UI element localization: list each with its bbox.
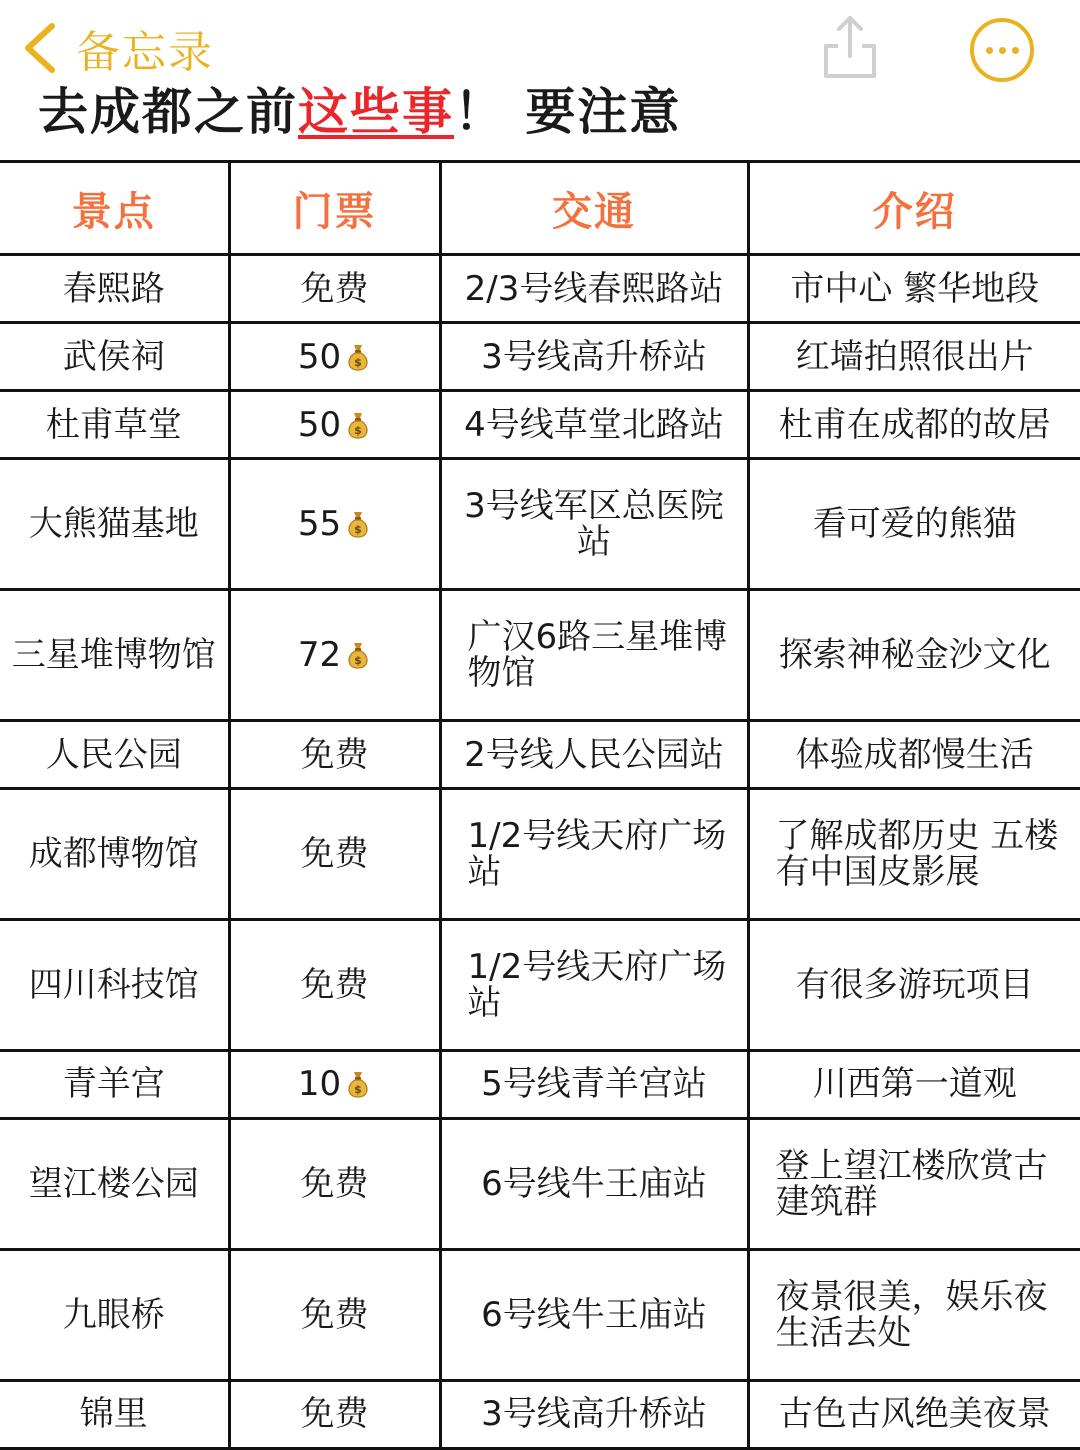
intro-text: 看可爱的熊猫 [812, 504, 1017, 545]
ticket-price: 72 [297, 635, 342, 676]
header-attraction: 景点 [0, 162, 229, 255]
ticket-price: 10 [297, 1064, 342, 1105]
transit-text: 广汉6路三星堆博物馆 [467, 617, 728, 694]
page-title [38, 82, 681, 142]
intro-cell [748, 391, 1080, 459]
table-row [0, 1380, 1080, 1448]
table-row [0, 459, 1080, 590]
money-bag-icon [345, 1069, 371, 1099]
ticket-cell [229, 1249, 440, 1380]
ticket-price: 免费 [300, 734, 369, 775]
money-bag-icon [345, 342, 371, 372]
table-header-row [0, 162, 1080, 255]
transit-text: 2号线人民公园站 [464, 734, 724, 775]
transit-cell [440, 590, 748, 721]
intro-cell [748, 1119, 1080, 1250]
table-row [0, 1119, 1080, 1250]
table-row [0, 1249, 1080, 1380]
attraction-name: 三星堆博物馆 [0, 590, 229, 721]
table-row [0, 323, 1080, 391]
intro-cell [748, 590, 1080, 721]
ticket-cell [229, 1380, 440, 1448]
more-icon-dot [1012, 47, 1019, 54]
intro-text: 有很多游玩项目 [795, 964, 1034, 1005]
intro-text: 红墙拍照很出片 [795, 336, 1034, 377]
money-bag-icon [345, 640, 371, 670]
intro-cell [748, 1050, 1080, 1118]
transit-text: 5号线青羊宫站 [481, 1064, 707, 1105]
ticket-price: 50 [297, 404, 342, 445]
svg-text:$: $ [354, 654, 362, 668]
transit-text: 1/2号线天府广场站 [467, 946, 727, 1023]
svg-text:$: $ [354, 423, 362, 437]
attraction-name: 锦里 [0, 1380, 229, 1448]
intro-text: 体验成都慢生活 [795, 734, 1034, 775]
transit-text: 3号线高升桥站 [481, 1394, 707, 1435]
title-prefix: 去成都之前 [38, 83, 298, 141]
ticket-price: 50 [297, 336, 342, 377]
chevron-left-icon [18, 20, 62, 76]
transit-text: 6号线牛王庙站 [481, 1163, 707, 1204]
ticket-cell [229, 255, 440, 323]
intro-cell [748, 255, 1080, 323]
transit-text: 6号线牛王庙站 [481, 1294, 707, 1335]
ticket-price: 免费 [300, 1294, 369, 1335]
attraction-name: 杜甫草堂 [0, 391, 229, 459]
ticket-cell [229, 920, 440, 1051]
share-icon [820, 12, 880, 82]
attraction-name: 武侯祠 [0, 323, 229, 391]
transit-cell [440, 391, 748, 459]
transit-cell [440, 1050, 748, 1118]
transit-cell [440, 323, 748, 391]
intro-text: 古色古风绝美夜景 [778, 1394, 1051, 1435]
intro-text: 杜甫在成都的故居 [778, 404, 1051, 445]
transit-text: 3号线军区总医院站 [464, 486, 724, 563]
more-icon [986, 47, 993, 54]
intro-cell [748, 323, 1080, 391]
intro-text: 夜景很美，娱乐夜生活去处 [775, 1276, 1048, 1353]
attraction-name: 九眼桥 [0, 1249, 229, 1380]
money-bag-icon [345, 509, 371, 539]
intro-text: 登上望江楼欣赏古建筑群 [775, 1145, 1048, 1222]
money-bag-icon [345, 410, 371, 440]
ticket-cell [229, 391, 440, 459]
svg-text:$: $ [354, 355, 362, 369]
table-row [0, 920, 1080, 1051]
intro-text: 市中心 繁华地段 [790, 268, 1040, 309]
ticket-cell [229, 323, 440, 391]
attraction-name: 大熊猫基地 [0, 459, 229, 590]
back-label: 备忘录 [76, 27, 214, 78]
table-row [0, 391, 1080, 459]
table-row [0, 1050, 1080, 1118]
transit-cell [440, 1380, 748, 1448]
intro-cell [748, 789, 1080, 920]
intro-cell [748, 721, 1080, 789]
transit-text: 1/2号线天府广场站 [467, 816, 727, 893]
table-row [0, 789, 1080, 920]
title-highlight: 这些事 [298, 83, 454, 141]
transit-cell [440, 1119, 748, 1250]
transit-cell [440, 1249, 748, 1380]
ticket-cell [229, 590, 440, 721]
attractions-table [0, 160, 1080, 1450]
top-bar [0, 0, 1080, 84]
ticket-cell [229, 1050, 440, 1118]
back-button[interactable] [18, 16, 214, 80]
intro-cell [748, 1249, 1080, 1380]
transit-cell [440, 920, 748, 1051]
ticket-price: 免费 [300, 1163, 369, 1204]
ticket-cell [229, 1119, 440, 1250]
table-row [0, 721, 1080, 789]
attraction-name: 人民公园 [0, 721, 229, 789]
intro-cell [748, 1380, 1080, 1448]
intro-cell [748, 920, 1080, 1051]
header-transit: 交通 [440, 162, 748, 255]
ticket-cell [229, 789, 440, 920]
title-suffix: ！ 要注意 [454, 83, 682, 141]
ticket-cell [229, 721, 440, 789]
more-icon-dot [999, 47, 1006, 54]
ticket-cell [229, 459, 440, 590]
transit-cell [440, 255, 748, 323]
header-intro: 介绍 [748, 162, 1080, 255]
attraction-name: 四川科技馆 [0, 920, 229, 1051]
transit-cell [440, 459, 748, 590]
svg-text:$: $ [354, 1083, 362, 1097]
attraction-name: 成都博物馆 [0, 789, 229, 920]
attraction-name: 春熙路 [0, 255, 229, 323]
intro-text: 川西第一道观 [812, 1064, 1017, 1105]
svg-text:$: $ [354, 523, 362, 537]
transit-cell [440, 789, 748, 920]
ticket-price: 免费 [300, 964, 369, 1005]
attraction-name: 望江楼公园 [0, 1119, 229, 1250]
intro-text: 了解成都历史 五楼有中国皮影展 [775, 816, 1059, 893]
more-options-button[interactable] [970, 18, 1034, 82]
attraction-name: 青羊宫 [0, 1050, 229, 1118]
intro-text: 探索神秘金沙文化 [778, 635, 1051, 676]
ticket-price: 免费 [300, 268, 369, 309]
header-ticket: 门票 [229, 162, 440, 255]
share-button[interactable] [820, 12, 880, 82]
ticket-price: 55 [297, 504, 342, 545]
transit-text: 3号线高升桥站 [481, 336, 707, 377]
transit-text: 2/3号线春熙路站 [464, 268, 724, 309]
transit-cell [440, 721, 748, 789]
intro-cell [748, 459, 1080, 590]
ticket-price: 免费 [300, 834, 369, 875]
transit-text: 4号线草堂北路站 [464, 404, 724, 445]
table-row [0, 590, 1080, 721]
ticket-price: 免费 [300, 1394, 369, 1435]
table-row [0, 255, 1080, 323]
